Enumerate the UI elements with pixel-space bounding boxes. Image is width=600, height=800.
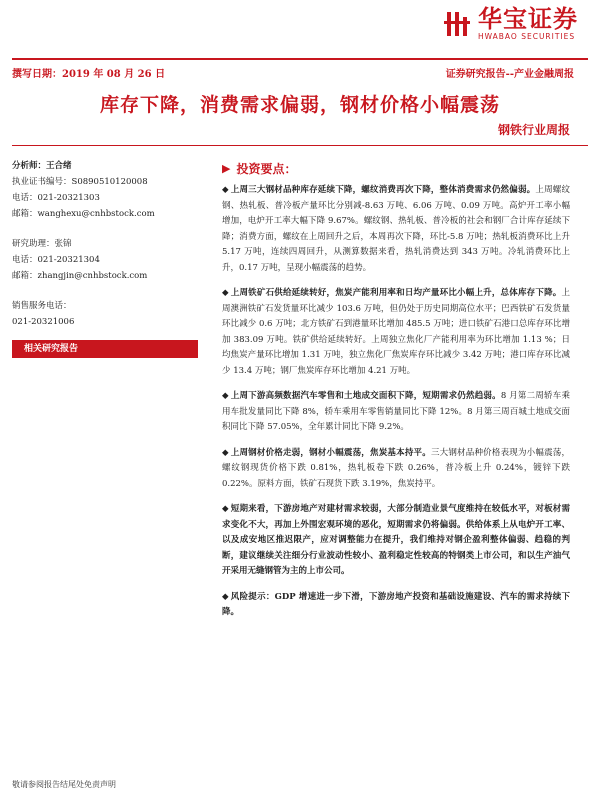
highlight-body: 上周螺纹钢、热轧板、普冷板产量环比分别减-8.63 万吨、6.06 万吨、0.09 万吨。高炉开工率小幅增加，电炉开工率大幅下降 9.67%。螺纹钢、热轧板、普冷板的社会和钢厂合计库存延续下降；消费方面，螺纹在上周回升之后，本周再次下降，环比-5.8 万吨；热轧板消费环比上升 5.17 万吨，连续四周回升，从测算数据来看，热轧消费达到 343 万吨。冷轧消费环比上升，0.17 万吨，呈现小幅震荡的趋势。 [222, 185, 570, 273]
title-divider [12, 145, 588, 146]
analyst-sidebar [12, 158, 198, 330]
highlights-list [222, 183, 570, 621]
report-series: 证券研究报告--产业金融周报 [445, 69, 574, 80]
highlight-body: 上周澳洲铁矿石发货量环比减少 103.6 万吨，但仍处于历史同期高位水平；巴西铁矿石发货量环比减少 0.6 万吨；北方铁矿石到港量环比增加 485.5 万吨；进口铁矿石港口总库存环比增加 383.09 万吨。铁矿供给延续转好。上周独立焦化厂产能利用率为环比增加 1.13 %；日均焦炭产量环比增加 1.31 万吨，独立焦化厂焦炭库存环比减少 3.42 万吨；港口库存环比减少 13.4 万吨；钢厂焦炭库存环比增加 4.21 万吨。 [222, 288, 570, 376]
analyst-cert: 执业证书编号：S0890510120008 [12, 177, 148, 187]
triangle-bullet-icon: ▶ [222, 162, 231, 175]
assistant-phone: 电话：021-20321304 [12, 255, 100, 265]
diamond-bullet-icon: ◆ [222, 288, 229, 298]
highlights-heading-text: 投资要点： [236, 162, 297, 176]
related-reports-bar: 相关研究报告 [12, 340, 198, 358]
highlight-lead: 上周铁矿石供给延续转好，焦炭产能利用率和日均产量环比小幅上升，总体库存下降。 [230, 288, 562, 298]
footer-disclaimer: 敬请参阅报告结尾处免责声明 [12, 780, 116, 789]
highlight-paragraph [222, 502, 570, 580]
diamond-bullet-icon: ◆ [222, 391, 229, 401]
diamond-bullet-icon: ◆ [222, 447, 229, 458]
header-rule [12, 58, 588, 60]
highlight-body: 三大钢材品种价格表现为小幅震荡，螺纹钢现货价格下跌 0.81%，热轧板卷下跌 0.26%，普冷板上升 0.24%，镀锌下跌 0.22%。原料方面，铁矿石现货下跌 3.19%，焦炭持平。 [222, 447, 570, 489]
hwabao-logo-icon [444, 9, 472, 39]
highlight-lead: 上周钢材价格走弱，钢材小幅震荡，焦炭基本持平。 [230, 447, 431, 458]
assistant-email[interactable]: 邮箱：zhangjin@cnhbstock.com [12, 271, 148, 281]
page-subtitle: 钢铁行业周报 [497, 123, 570, 137]
highlights-heading [222, 160, 570, 177]
highlight-paragraph [222, 286, 570, 379]
report-date: 撰写日期：2019 年 08 月 26 日 [12, 69, 166, 80]
sales-phone: 021-20321006 [12, 317, 75, 327]
highlight-paragraph [222, 389, 570, 436]
highlight-lead: 风险提示：GDP 增速进一步下滑，下游房地产投资和基础设施建设、汽车的需求持续下降。 [222, 591, 570, 617]
diamond-bullet-icon: ◆ [222, 185, 229, 195]
highlight-lead: 上周三大钢材品种库存延续下降，螺纹消费再次下降，整体消费需求仍然偏弱。 [230, 185, 536, 195]
diamond-bullet-icon: ◆ [222, 504, 229, 514]
highlight-paragraph [222, 446, 570, 493]
analyst-email[interactable]: 邮箱：wanghexu@cnhbstock.com [12, 209, 155, 219]
highlight-body: 8 月第二周轿车乘用车批发量同比下降 8%，轿车乘用车零售销量同比下降 12%。8 月第三周百城土地成交面积同比下降 57.05%，全年累计同比下降 9.2%。 [222, 391, 570, 432]
investment-highlights [222, 160, 570, 631]
highlight-paragraph [222, 590, 570, 621]
brand-name-cn: 华宝证券 [478, 5, 578, 33]
highlight-paragraph [222, 183, 570, 276]
sales-label: 销售服务电话： [12, 301, 72, 311]
analyst-phone: 电话：021-20321303 [12, 193, 100, 203]
assistant-name: 研究助理：张锦 [12, 239, 72, 249]
highlight-lead: 上周下游高频数据汽车零售和土地成交面积下降，短期需求仍然趋弱。 [230, 391, 501, 401]
brand-logo [444, 6, 578, 41]
highlight-lead: 短期来看，下游房地产对建材需求较弱，大部分制造业景气度维持在较低水平，对板材需求变化不大，再加上外围宏观环境的恶化，短期需求仍将偏弱。供给体系上从电炉开工率、以及成安地区推迟限产，应对调整能力在提升，我们维持对钢企盈利整体偏弱、趋稳的判断，建议继续关注细分行业波动性较小、盈利稳定性较高的特钢类上市公司，和以生产油气开采用无缝钢管为主的上市公司。 [222, 504, 570, 576]
page-title: 库存下降，消费需求偏弱，钢材价格小幅震荡 [99, 94, 500, 116]
diamond-bullet-icon: ◆ [222, 591, 229, 602]
brand-name-en: HWABAO SECURITIES [478, 32, 576, 41]
analyst-name: 分析师：王合绪 [12, 161, 72, 171]
